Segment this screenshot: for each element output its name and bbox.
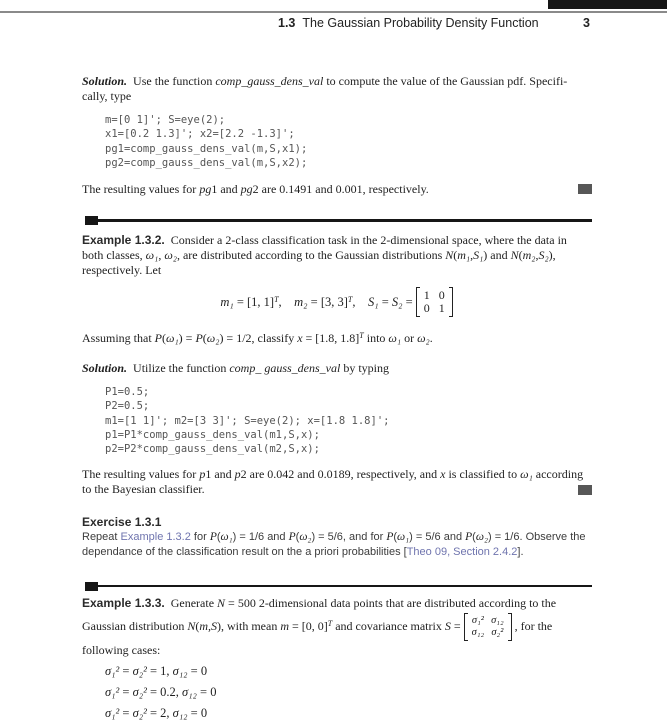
text-segment: p (234, 466, 241, 481)
text-segment: ω₂ (164, 248, 177, 263)
solution1-result-text (82, 182, 429, 196)
solution2-result-text (82, 467, 594, 497)
text-segment: to compute the value of the Gaussian pdf. Specifi- (323, 74, 568, 88)
text-line (105, 682, 594, 703)
matrix-bracket-right (508, 613, 512, 641)
cross-reference-link[interactable]: Theo 09, Section 2.4.2 (406, 545, 518, 558)
matrix-cell: 0 (423, 301, 430, 316)
text-segment: ( (195, 619, 200, 634)
text-line (105, 703, 594, 720)
text-segment: P (288, 530, 296, 543)
text-segment: following cases: (82, 642, 161, 657)
text-segment: . (429, 331, 433, 346)
example-132-paragraph (82, 233, 594, 278)
cross-reference-link[interactable]: Example 1.3.2 (120, 530, 191, 543)
divider-line (85, 219, 592, 222)
text-segment: ω₁ (166, 331, 179, 346)
text-line (82, 467, 594, 482)
text-segment: σ₁₂ (172, 705, 188, 720)
page-content (82, 74, 594, 720)
exercise-title: Exercise 1.3.1 (82, 514, 162, 529)
text-segment: σ₁² (105, 663, 120, 678)
text-segment: by typing (340, 361, 390, 376)
text-segment: cally, type (82, 89, 132, 103)
code-line: m1=[1 1]'; m2=[3 3]'; S=eye(2); x=[1.8 1.8]'; (105, 414, 390, 427)
solution1-result (82, 182, 594, 197)
text-segment: = [1, 1] (233, 294, 275, 309)
text-segment: Solution. (82, 361, 128, 376)
page-number: 3 (583, 16, 590, 30)
text-segment: , (470, 248, 474, 263)
code-line: pg2=comp_gauss_dens_val(m,S,x2); (105, 156, 308, 169)
text-segment: m₂ (522, 248, 536, 263)
text-segment: ( (453, 248, 458, 263)
text-segment: pg (240, 182, 253, 197)
matrix-cell: 0 (438, 288, 445, 303)
text-segment: σ₁₂ (172, 663, 188, 678)
text-segment: x (440, 466, 446, 481)
text-segment: P (154, 331, 163, 346)
text-segment: m₂ (294, 294, 308, 309)
text-segment: σ₂² (132, 705, 147, 720)
section-title: The Gaussian Probability Density Function (302, 16, 539, 30)
text-line (82, 74, 594, 89)
text-segment: comp_ gauss_dens_val (229, 361, 341, 376)
text-segment: x (297, 331, 303, 346)
text-segment: = (119, 663, 133, 678)
text-segment: 1 and (205, 466, 235, 481)
text-segment: S₁ (367, 294, 379, 309)
text-segment: ) = 5/6 and (409, 530, 466, 543)
text-segment: 2 are 0.042 and 0.0189, respectively, and (240, 466, 441, 481)
text-segment: ) and (483, 248, 511, 263)
text-segment: T (359, 331, 364, 341)
text-segment: ω₂ (206, 331, 220, 346)
text-segment: 1 and (211, 182, 241, 197)
text-line (82, 89, 594, 104)
text-segment: = 2, (146, 705, 173, 720)
text-segment: σ₁₂ (182, 684, 197, 699)
assuming-line (82, 328, 594, 346)
text-segment: m (280, 619, 290, 634)
text-segment: pg (199, 182, 212, 197)
text-segment: = 1, (146, 663, 173, 678)
example-133-line1 (82, 596, 594, 611)
text-segment: The resulting values for (82, 182, 200, 197)
text-segment: = [0, 0] (289, 619, 328, 634)
text-segment: ), (548, 248, 556, 263)
text-segment: ) = 1/6 and (232, 530, 289, 543)
text-line (82, 263, 594, 278)
text-segment: ω₁ (397, 530, 410, 543)
text-segment: , (535, 248, 539, 263)
text-segment: The resulting values for (82, 466, 200, 481)
text-segment: ) = (178, 331, 196, 346)
text-segment: Solution. (82, 74, 128, 88)
text-segment: according (532, 466, 584, 481)
text-segment: = 500 2-dimensional data points that are distributed according to the (225, 595, 557, 610)
text-segment: Consider a 2-class classification task in the 2-dimensional space, where the data in (164, 233, 567, 248)
text-segment: ω₂ (417, 331, 430, 346)
text-segment: ), with mean (217, 619, 281, 634)
text-segment: ω₂ (299, 530, 312, 543)
text-segment: both classes, (82, 248, 146, 263)
text-segment: N (445, 248, 454, 263)
text-segment: m₁ (220, 294, 234, 309)
text-line (82, 545, 594, 560)
text-segment: σ₁² (105, 705, 120, 720)
text-segment: = 0.2, (146, 684, 183, 699)
text-segment: or (401, 331, 418, 346)
text-line (82, 530, 594, 545)
text-line (82, 248, 594, 263)
text-segment: and covariance matrix (332, 619, 445, 634)
code-line: p1=P1*comp_gauss_dens_val(m1,S,x); (105, 429, 320, 442)
text-segment: , for the (514, 619, 553, 634)
text-segment: 2 are 0.1491 and 0.001, respectively. (252, 182, 429, 197)
text-segment: = 0 (196, 684, 217, 699)
page-corner-bar (548, 0, 667, 9)
text-segment: ω₂ (475, 530, 488, 543)
example-133-line2 (82, 611, 594, 643)
text-segment: ( (518, 248, 523, 263)
exercise-body (82, 530, 594, 560)
matrix-cell: σ₁₂ (491, 614, 504, 626)
matrix-cell: 1 (438, 301, 445, 316)
section-number: 1.3 (278, 16, 296, 30)
text-segment: , are distributed according to the Gaussian distributions (176, 248, 446, 263)
text-line (82, 482, 594, 497)
section-divider (82, 216, 594, 225)
text-segment: ω₁ (145, 248, 159, 263)
text-segment: σ₂² (132, 663, 147, 678)
exercise-block (82, 515, 594, 560)
text-segment: ω₁ (220, 530, 233, 543)
example-133-line3 (82, 643, 594, 658)
text-segment: N (217, 595, 226, 610)
text-segment: Assuming that (82, 331, 155, 346)
text-segment: T (274, 294, 279, 304)
section-divider (82, 582, 594, 591)
text-segment: P (209, 530, 217, 543)
code-line: p2=P2*comp_gauss_dens_val(m2,S,x); (105, 443, 320, 456)
text-segment: ( (216, 530, 221, 543)
text-segment: Repeat (82, 530, 121, 543)
covariance-matrix (464, 613, 512, 641)
text-segment: for (190, 530, 210, 543)
text-segment: = (450, 619, 461, 634)
text-segment: respectively. Let (82, 263, 162, 278)
text-segment: = (119, 705, 133, 720)
text-segment: ) = 1/2, classify (219, 331, 298, 346)
text-segment: ( (295, 530, 300, 543)
text-segment: N (510, 248, 519, 263)
text-segment: = [1.8, 1.8] (302, 331, 360, 346)
text-segment: ) = 1/6. Observe the (487, 530, 586, 543)
code-line: P2=0.5; (105, 400, 150, 413)
text-segment: m₁ (457, 248, 471, 263)
text-segment: dependance of the classification result on the a priori probabilities [ (82, 545, 407, 558)
text-segment: σ₁² (105, 684, 120, 699)
code-line: m=[0 1]'; S=eye(2); (105, 114, 226, 126)
text-segment: N (187, 619, 196, 634)
text-segment: Example 1.3.2. (82, 233, 165, 248)
code-line: x1=[0.2 1.3]'; x2=[2.2 -1.3]'; (105, 128, 295, 141)
solution2-paragraph (82, 361, 594, 376)
text-segment: T (347, 294, 353, 304)
example-133-cases (105, 661, 594, 720)
text-segment: S₂ (538, 248, 549, 263)
identity-matrix (416, 287, 453, 317)
text-segment: = (378, 294, 392, 309)
matrix-cell: σ₁² (471, 614, 484, 626)
text-segment: p (199, 466, 206, 481)
matrix-cell: σ₁₂ (471, 626, 485, 638)
matrix-bracket-right (449, 287, 453, 317)
text-segment: is classified to (445, 466, 521, 481)
running-header (278, 16, 539, 30)
divider-line (85, 585, 592, 588)
text-segment: P (195, 331, 203, 346)
text-segment: ( (202, 331, 207, 346)
text-segment: = 0 (187, 705, 208, 720)
text-segment: m,S (199, 619, 218, 634)
text-segment: S₁ (473, 248, 484, 263)
text-segment: comp_gauss_dens_val (215, 74, 324, 88)
text-segment: Utilize the function (127, 361, 230, 376)
matrix-cell: σ₂² (491, 626, 504, 638)
text-segment: = [3, 3] (307, 294, 348, 309)
code-line: P1=0.5; (105, 386, 150, 399)
text-segment: P (465, 530, 473, 543)
text-segment: = (119, 684, 133, 699)
text-segment: , (158, 248, 165, 263)
solution2-code-block (105, 385, 594, 456)
solution1-code-block (105, 113, 594, 170)
matrix-cell: 1 (423, 288, 430, 303)
text-segment: , (352, 294, 368, 309)
example-133-line2-text (82, 619, 461, 634)
text-segment: ]. (517, 545, 524, 558)
matrix-cells (420, 287, 449, 317)
text-segment: S₂ (391, 294, 403, 309)
text-segment: = (402, 294, 413, 309)
solution1-paragraph (82, 74, 594, 104)
text-segment: ω₁ (388, 331, 402, 346)
text-segment: ( (472, 530, 476, 543)
text-segment: Gaussian distribution (82, 619, 188, 634)
example-132-display-math (82, 284, 594, 320)
text-line (82, 233, 594, 248)
header-rule (0, 11, 667, 13)
text-segment: , (278, 294, 295, 309)
text-line (105, 661, 594, 682)
text-segment: Generate (164, 595, 218, 610)
matrix-cells (468, 613, 508, 641)
text-segment: σ₂² (132, 684, 147, 699)
text-segment: ( (393, 530, 398, 543)
text-segment: S (444, 619, 451, 634)
display-math-text (220, 295, 412, 310)
text-segment: P (386, 530, 394, 543)
text-segment: ) = 5/6, and for (311, 530, 387, 543)
text-segment: T (327, 619, 333, 629)
text-segment: into (363, 331, 389, 346)
text-segment: to the Bayesian classifier. (82, 481, 205, 496)
text-segment: Use the function (127, 74, 216, 88)
code-line: pg1=comp_gauss_dens_val(m,S,x1); (105, 142, 308, 155)
text-segment: Example 1.3.3. (82, 595, 165, 610)
end-of-solution-marker (578, 184, 592, 194)
end-of-solution-marker (578, 485, 592, 495)
example-133-line2-tail (515, 619, 553, 634)
text-segment: = 0 (187, 663, 208, 678)
text-segment: ( (162, 331, 167, 346)
text-segment: ω₁ (520, 466, 533, 481)
solution2-result (82, 467, 594, 497)
